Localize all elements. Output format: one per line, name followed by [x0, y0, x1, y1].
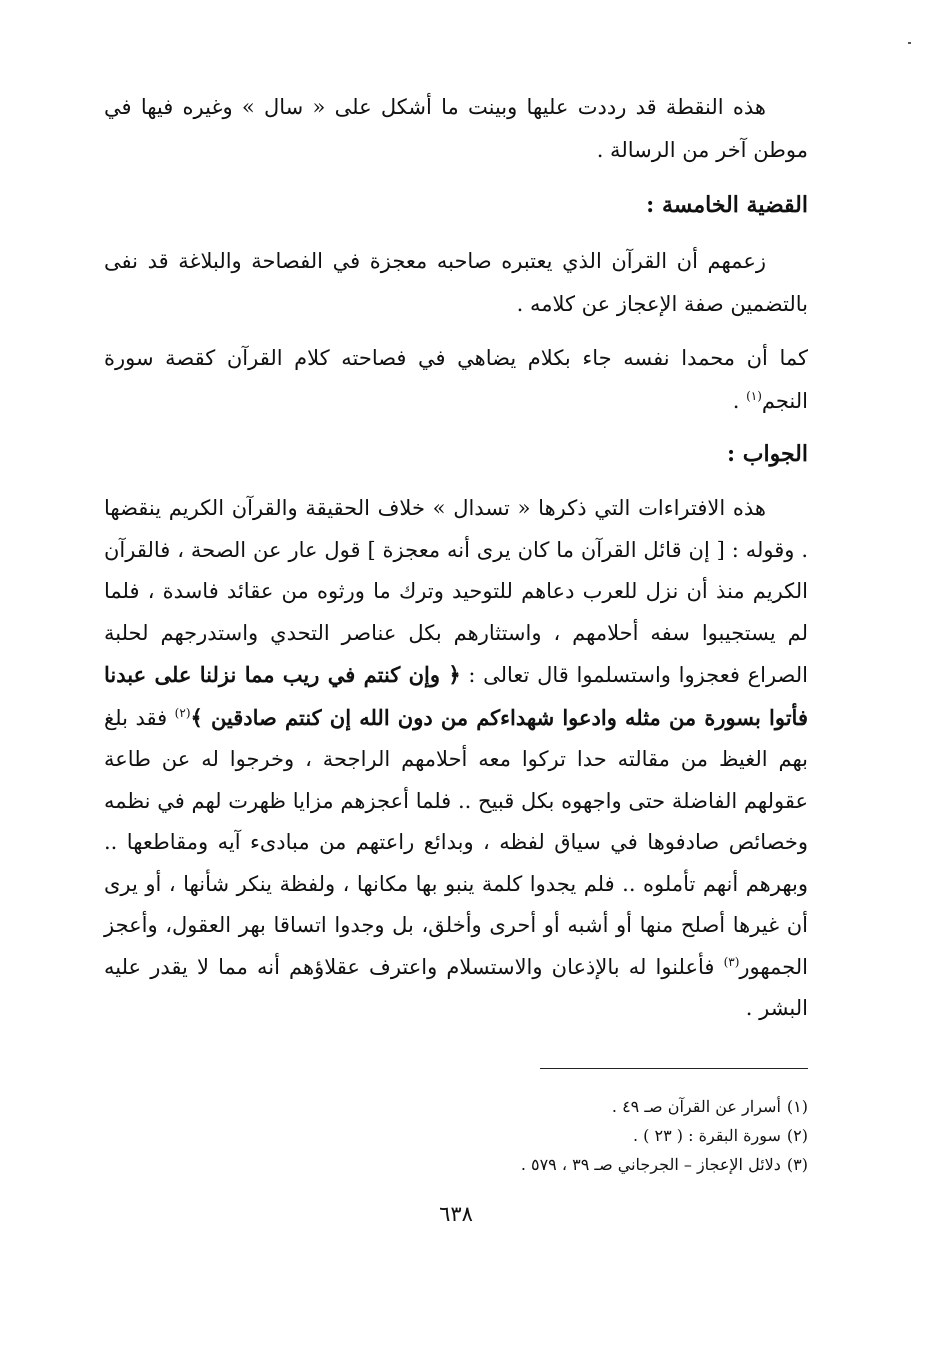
issue5-text-end: . — [732, 389, 747, 413]
quran-verse: ﴿ وإن كنتم في ريب مما نزلنا على عبدنا فأتوا بسورة من مثله وادعوا شهداءكم من دون الله إن كنتم صادقين ﴾ — [104, 662, 808, 730]
issue5-paragraph-2 — [104, 337, 808, 423]
footnote-number: (٣) — [786, 1155, 808, 1174]
footnote-text: أسرار عن القرآن صـ ٤٩ . — [611, 1097, 781, 1116]
footnotes — [104, 1092, 808, 1179]
footnote-ref-1: (١) — [746, 389, 762, 403]
footnote-ref-2: (٢) — [174, 705, 191, 720]
answer-paragraph — [104, 488, 808, 1030]
answer-text-3: فأعلنوا له بالإذعان والاستسلام واعترف عقلاؤهم أنه مما لا يقدر عليه البشر . — [104, 954, 808, 1020]
footnote-number: (١) — [786, 1097, 808, 1116]
issue5-text: كما أن محمدا نفسه جاء بكلام يضاهي في فصاحته كلام القرآن كقصة سورة النجم — [104, 346, 808, 413]
intro-paragraph: هذه النقطة قد رددت عليها وبينت ما أشكل على « سال » وغيره فيها في موطن آخر من الرسالة . — [104, 95, 808, 162]
footnote-number: (٢) — [786, 1126, 808, 1145]
footnote-item — [104, 1150, 808, 1179]
footnote-divider — [540, 1068, 808, 1069]
answer-text-2: فقد بلغ بهم الغيظ من مقالته حدا تركوا معه أحلامهم الراجحة ، وخرجوا له عن طاعة عقولهم الفاضلة حتى واجهوه بكل قبيح .. فلما أعجزهم مزايا ظهرت لهم في نظمه وخصائص صادفوها في سياق لفظه ، وبدائع راعتهم من مبادىء آيه ومقاطعها .. وبهرهم أنهم تأملوه .. فلم يجدوا كلمة ينبو بها مكانها ، ولفظة ينكر شأنها ، أو يرى أن غيرها أصلح منها أو أشبه أو أحرى وأخلق، بل وجدوا اتساقا بهر العقول، وأعجز الجمهور — [104, 705, 808, 979]
page-number: ٦٣٨ — [439, 1202, 473, 1226]
footnote-item — [104, 1092, 808, 1121]
scan-speck — [908, 42, 911, 44]
issue5-heading: القضية الخامسة : — [646, 192, 808, 218]
answer-heading: الجواب : — [727, 441, 808, 467]
answer-text-1: هذه الافتراءات التي ذكرها « تسدال » خلاف الحقيقة والقرآن الكريم ينقضها . وقوله : [ إن قائل القرآن ما كان يرى أنه معجزة ] قول عار عن الصحة ، فالقرآن الكريم منذ أن نزل للعرب دعاهم للتوحيد وترك ما ورثوه من عقائد فاسدة ، فلما لم يستجيبوا سفه أحلامهم ، واستثارهم بكل عناصر التحدي واستدرجهم لحلبة الصراع فعجزوا واستسلموا قال تعالى : — [104, 496, 808, 687]
issue5-paragraph: زعمهم أن القرآن الذي يعتبره صاحبه معجزة في الفصاحة والبلاغة قد نفى بالتضمين صفة الإعجاز عن كلامه . — [104, 249, 808, 316]
footnote-text: دلائل الإعجاز – الجرجاني صـ ٣٩ ، ٥٧٩ . — [520, 1155, 781, 1174]
footnote-item — [104, 1121, 808, 1150]
footnote-text: سورة البقرة : ( ٢٣ ) . — [633, 1126, 781, 1145]
footnote-ref-3: (٣) — [723, 954, 740, 969]
